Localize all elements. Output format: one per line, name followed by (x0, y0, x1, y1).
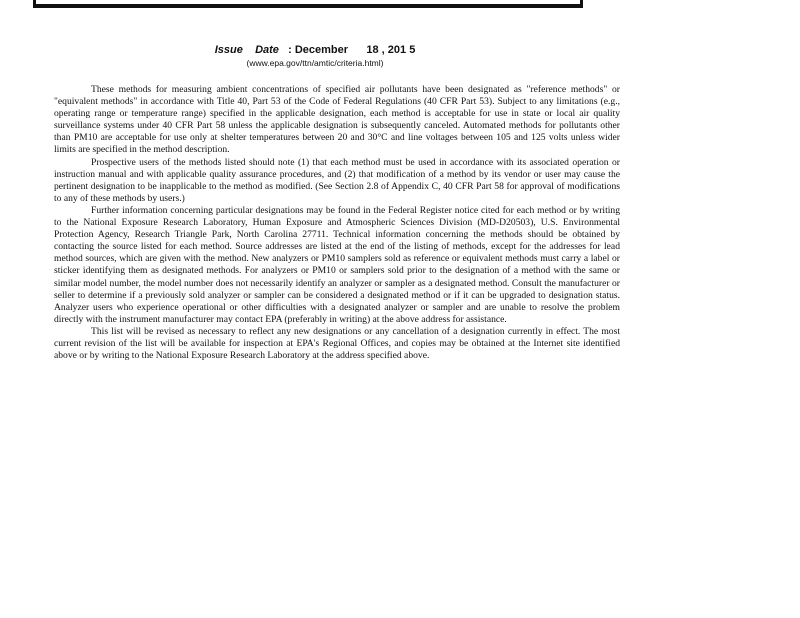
top-border-bar-inner (36, 0, 580, 4)
issue-month: December (294, 44, 349, 56)
date-separator: : (288, 44, 292, 56)
date-label: Date (255, 44, 279, 56)
document-header (150, 43, 480, 69)
issue-day: 18 (366, 44, 379, 56)
issue-label: Issue (214, 44, 243, 56)
paragraph-list-revision: This list will be revised as necessary to reflect any new designations or any cancellation of a designation currently in effect. The most current revision of the list will be available for inspection at EPA's Regional Offices, and copies may be obtained at the Internet site identified above or by writing to the National Exposure Research Laboratory at the address specified above. (54, 325, 620, 362)
document-body (54, 84, 620, 362)
paragraph-designation-overview: These methods for measuring ambient concentrations of specified air pollutants have been designated as "reference methods" or "equivalent methods" in accordance with Title 40, Part 53 of the Code of Federal Regulations (40 CFR Part 53). Subject to any limitations (e.g., operating range or temperature range) specified in the applicable designation, each method is acceptable for use in state or local air quality surveillance systems under 40 CFR Part 58 unless the applicable designation is subsequently canceled. Automated methods for pollutants other than PM10 are acceptable for use only at shelter temperatures between 20 and 30°C and line voltages between 105 and 125 volts unless wider limits are specified in the method description. (54, 84, 620, 156)
criteria-url: (www.epa.gov/ttn/amtic/criteria.html) (246, 58, 384, 68)
issue-year: , 201 5 (381, 44, 416, 56)
issue-date-line (150, 43, 480, 57)
paragraph-prospective-users: Prospective users of the methods listed should note (1) that each method must be used in accordance with its associated operation or instruction manual and with applicable quality assurance procedures, and (2) that modification of a method by its vendor or user may cause the pertinent designation to be inapplicable to the method as modified. (See Section 2.8 of Appendix C, 40 CFR Part 58 for approval of modifications to any of these methods by users.) (54, 156, 620, 204)
paragraph-further-information: Further information concerning particular designations may be found in the Federal Register notice cited for each method or by writing to the National Exposure Research Laboratory, Human Exposure and Atmospheric Sciences Division (MD-D20503), U.S. Environmental Protection Agency, Research Triangle Park, North Carolina 27711. Technical information concerning the methods should be obtained by contacting the source listed for each method. Source addresses are listed at the end of the listing of methods, except for the addresses for lead method sources, which are given with the method. New analyzers or PM10 samplers sold as reference or equivalent methods must carry a label or sticker identifying them as designated methods. For analyzers or PM10 or samplers sold prior to the designation of a method with the same or similar model number, the model number does not necessarily identify an analyzer or sampler as a designated method. Consult the manufacturer or seller to determine if a previously sold analyzer or sampler can be considered a designated method or if it can be upgraded to designation status. Analyzer users who experience operational or other difficulties with a designated analyzer or sampler and are unable to resolve the problem directly with the instrument manufacturer may contact EPA (preferably in writing) at the above address for assistance. (54, 204, 620, 325)
